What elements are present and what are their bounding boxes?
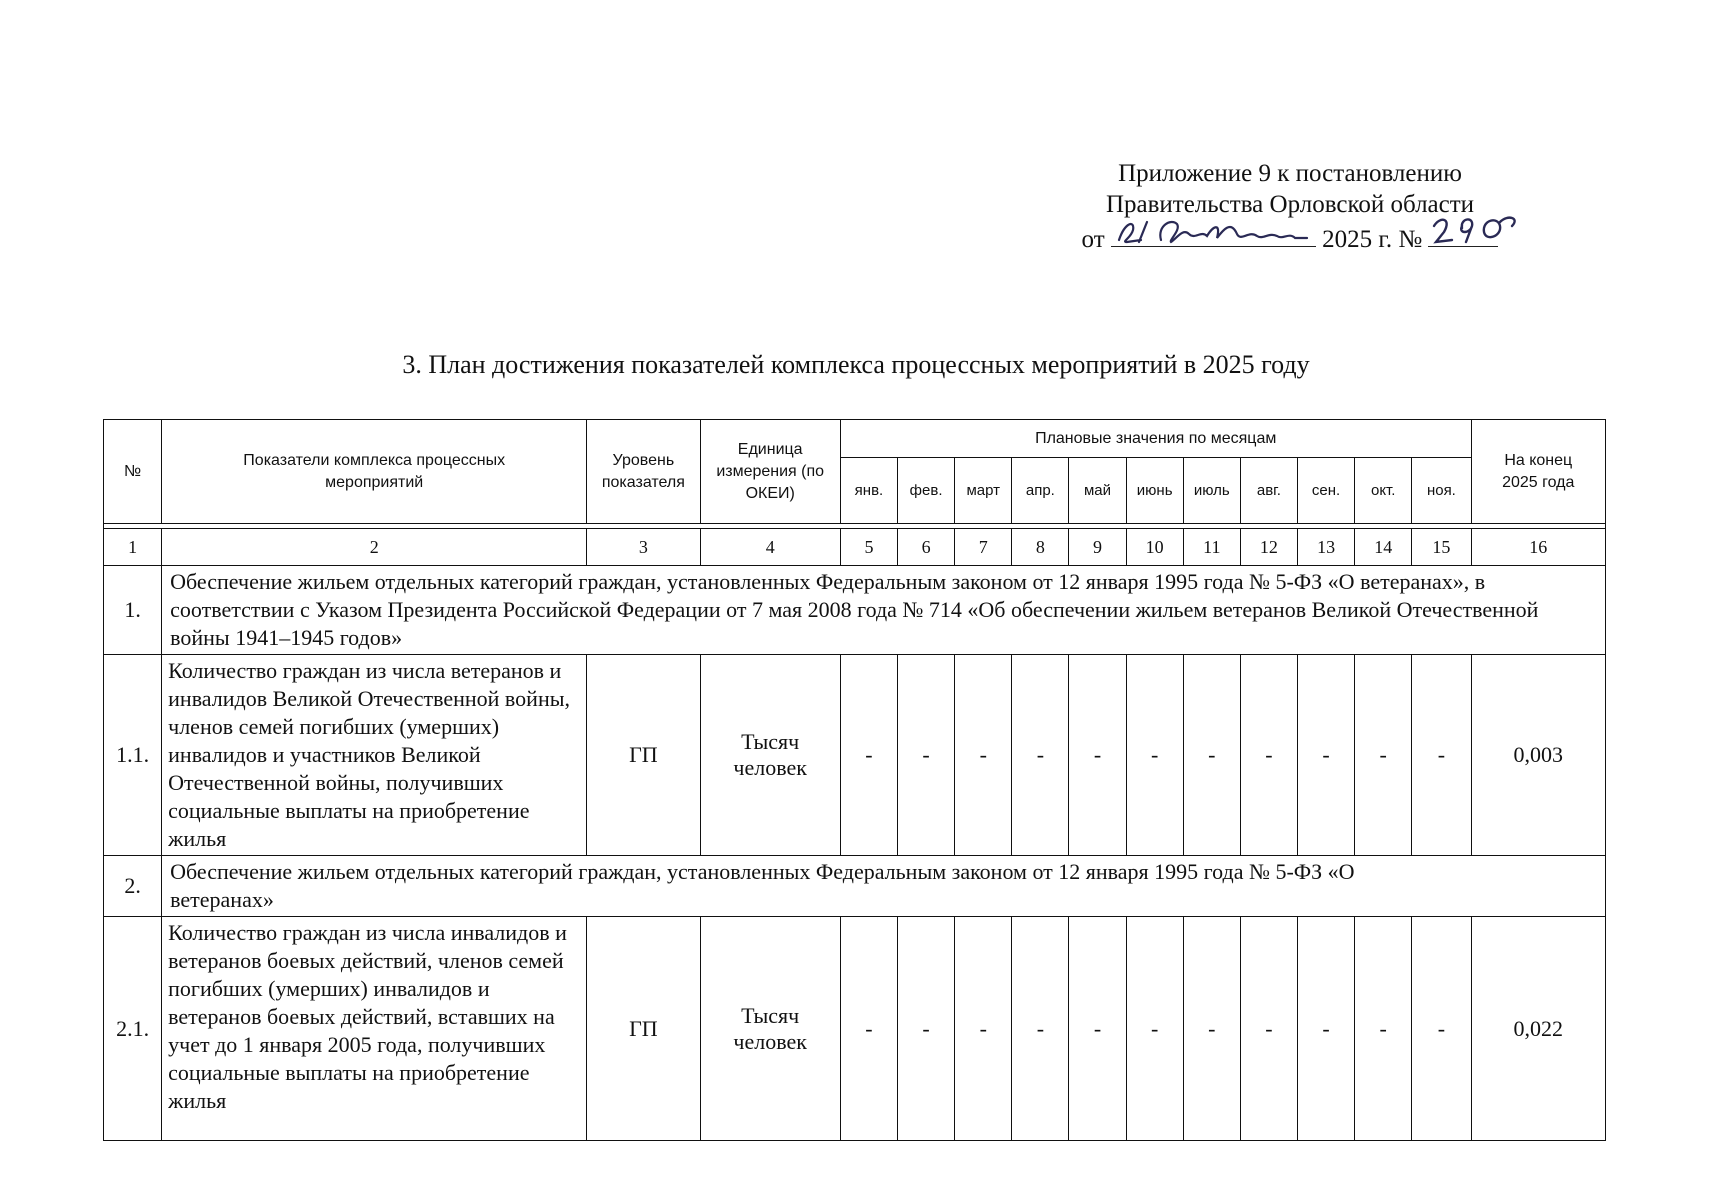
header-month-mar: март (955, 458, 1012, 524)
column-number: 5 (840, 529, 897, 566)
month-value: - (898, 655, 955, 856)
appendix-block (1040, 158, 1540, 255)
header-monthly-group: Плановые значения по месяцам (840, 420, 1471, 458)
section-row (104, 566, 1606, 655)
handwritten-date-scribble (1111, 212, 1316, 248)
indicator-number: 1.1. (104, 655, 162, 856)
section-title: Обеспечение жильем отдельных категорий граждан, установленных Федеральным законом от 12 января 1995 года № 5-ФЗ «О ветеранах», в соответствии с Указом Президента Российской Федерации от 7 мая 2008 года № 714 «Об обеспечении жильем ветеранов Великой Отечественной войны 1941–1945 годов» (162, 566, 1606, 655)
header-month-apr: апр. (1012, 458, 1069, 524)
indicator-level: ГП (587, 655, 700, 856)
column-number: 6 (898, 529, 955, 566)
header-month-feb: фев. (898, 458, 955, 524)
header-month-jul: июль (1183, 458, 1240, 524)
header-indicator: Показатели комплекса процессных мероприятий (162, 420, 587, 524)
indicator-name: Количество граждан из числа ветеранов и инвалидов Великой Отечественной войны, членов семей погибших (умерших) инвалидов и участников Великой Отечественной войны, получивших социальные выплаты на приобретение жилья (162, 655, 587, 856)
indicator-number: 2.1. (104, 917, 162, 1141)
header-month-aug: авг. (1240, 458, 1297, 524)
column-number: 10 (1126, 529, 1183, 566)
indicator-row (104, 917, 1606, 1141)
year-end-value: 0,003 (1471, 655, 1605, 856)
column-number: 14 (1355, 529, 1412, 566)
document-title: 3. План достижения показателей комплекса процессных мероприятий в 2025 году (402, 350, 1310, 379)
month-value: - (1355, 917, 1412, 1141)
header-unit: Единица измерения (по ОКЕИ) (700, 420, 840, 524)
month-value: - (1298, 655, 1355, 856)
header-level: Уровень показателя (587, 420, 700, 524)
column-number: 1 (104, 529, 162, 566)
month-value: - (1012, 917, 1069, 1141)
month-value: - (1240, 655, 1297, 856)
month-value: - (955, 655, 1012, 856)
month-value: - (1240, 917, 1297, 1141)
column-number: 13 (1298, 529, 1355, 566)
column-number: 9 (1069, 529, 1126, 566)
appendix-line-1: Приложение 9 к постановлению (1118, 160, 1462, 187)
month-value: - (955, 917, 1012, 1141)
column-number: 8 (1012, 529, 1069, 566)
month-value: - (1183, 655, 1240, 856)
month-value: - (1069, 655, 1126, 856)
indicator-row (104, 655, 1606, 856)
month-value: - (1126, 917, 1183, 1141)
month-value: - (1183, 917, 1240, 1141)
header-month-jun: июнь (1126, 458, 1183, 524)
handwritten-date (1111, 220, 1316, 247)
month-value: - (840, 655, 897, 856)
indicator-name: Количество граждан из числа инвалидов и ветеранов боевых действий, членов семей погибших (умерших) инвалидов и ветеранов боевых действий, вставших на учет до 1 января 2005 года, получивших социальные выплаты на приобретение жилья (162, 917, 587, 1141)
column-number: 3 (587, 529, 700, 566)
header-month-may: май (1069, 458, 1126, 524)
header-no: № (104, 420, 162, 524)
header-month-nov: ноя. (1412, 458, 1471, 524)
year-end-value: 0,022 (1471, 917, 1605, 1141)
section-title: Обеспечение жильем отдельных категорий граждан, установленных Федеральным законом от 12 января 1995 года № 5-ФЗ «О ветеранах» (162, 856, 1606, 917)
month-value: - (1012, 655, 1069, 856)
indicator-level: ГП (587, 917, 700, 1141)
section-number: 1. (104, 566, 162, 655)
column-number: 2 (162, 529, 587, 566)
month-value: - (1126, 655, 1183, 856)
column-number: 16 (1471, 529, 1605, 566)
appendix-line-3 (1040, 220, 1540, 255)
month-value: - (898, 917, 955, 1141)
appendix-line-2: Правительства Орловской области (1105, 191, 1475, 218)
column-number: 11 (1183, 529, 1240, 566)
section-row (104, 856, 1606, 917)
month-value: - (1412, 655, 1471, 856)
header-month-oct: окт. (1355, 458, 1412, 524)
appendix-year-label: 2025 г. № (1322, 226, 1423, 253)
month-value: - (1355, 655, 1412, 856)
month-value: - (1298, 917, 1355, 1141)
section-number: 2. (104, 856, 162, 917)
handwritten-number-scribble (1428, 212, 1528, 248)
month-value: - (1412, 917, 1471, 1141)
indicator-unit: Тысяч человек (700, 917, 840, 1141)
header-month-sep: сен. (1298, 458, 1355, 524)
month-value: - (1069, 917, 1126, 1141)
column-number-row (104, 529, 1606, 566)
appendix-from-label: от (1081, 226, 1105, 253)
column-number: 4 (700, 529, 840, 566)
handwritten-number (1428, 220, 1498, 247)
month-value: - (840, 917, 897, 1141)
column-number: 15 (1412, 529, 1471, 566)
column-number: 12 (1240, 529, 1297, 566)
column-number: 7 (955, 529, 1012, 566)
indicators-plan-table (103, 419, 1606, 1141)
indicator-unit: Тысяч человек (700, 655, 840, 856)
header-month-jan: янв. (840, 458, 897, 524)
header-year-end: На конец 2025 года (1471, 420, 1605, 524)
